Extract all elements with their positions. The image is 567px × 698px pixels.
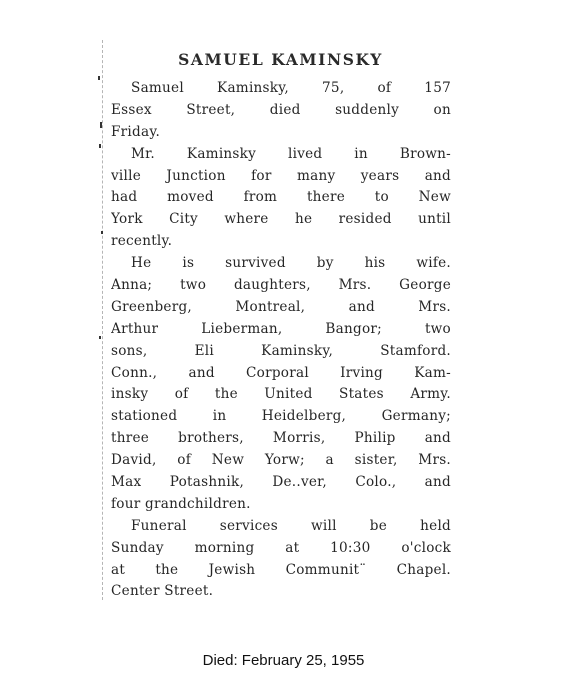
- obituary-line: Anna; two daughters, Mrs. George: [111, 277, 451, 294]
- obituary-line: recently.: [111, 233, 173, 250]
- obituary-line: sons, Eli Kaminsky, Stamford.: [111, 342, 451, 359]
- obituary-headline: SAMUEL KAMINSKY: [178, 50, 383, 69]
- obituary-line: York City where he resided until: [111, 211, 451, 228]
- obituary-line: ville Junction for many years and: [111, 167, 451, 184]
- obituary-line: Friday.: [111, 123, 161, 140]
- death-date-caption: Died: February 25, 1955: [202, 652, 365, 669]
- obituary-line: Arthur Lieberman, Bangor; two: [111, 320, 451, 337]
- clipping-left-edge: [102, 40, 103, 600]
- obituary-line: three brothers, Morris, Philip and: [111, 430, 451, 447]
- obituary-line: Essex Street, died suddenly on: [111, 101, 451, 118]
- obituary-line: Mr. Kaminsky lived in Brown-: [131, 145, 451, 162]
- print-speck: [100, 122, 102, 128]
- obituary-line: four grandchildren.: [111, 495, 251, 512]
- print-speck: [99, 336, 101, 339]
- print-speck: [98, 76, 100, 80]
- obituary-line: Sunday morning at 10:30 o'clock: [111, 539, 451, 556]
- obituary-line: insky of the United States Army.: [111, 386, 451, 403]
- obituary-line: Max Potashnik, De..ver, Colo., and: [111, 474, 451, 491]
- obituary-line: David, of New Yorw; a sister, Mrs.: [111, 452, 451, 469]
- obituary-line: Center Street.: [111, 583, 214, 600]
- obituary-line: stationed in Heidelberg, Germany;: [111, 408, 451, 425]
- obituary-line: Funeral services will be held: [131, 517, 451, 534]
- obituary-line: He is survived by his wife.: [131, 255, 451, 272]
- obituary-line: at the Jewish Communit¨ Chapel.: [111, 561, 451, 578]
- obituary-line: Samuel Kaminsky, 75, of 157: [131, 80, 451, 96]
- newspaper-clipping: [98, 36, 463, 608]
- obituary-line: Conn., and Corporal Irving Kam-: [111, 364, 451, 381]
- print-speck: [101, 231, 103, 234]
- obituary-body: [111, 78, 451, 603]
- obituary-line: had moved from there to New: [111, 189, 451, 206]
- obituary-line: Greenberg, Montreal, and Mrs.: [111, 298, 451, 315]
- print-speck: [99, 144, 101, 148]
